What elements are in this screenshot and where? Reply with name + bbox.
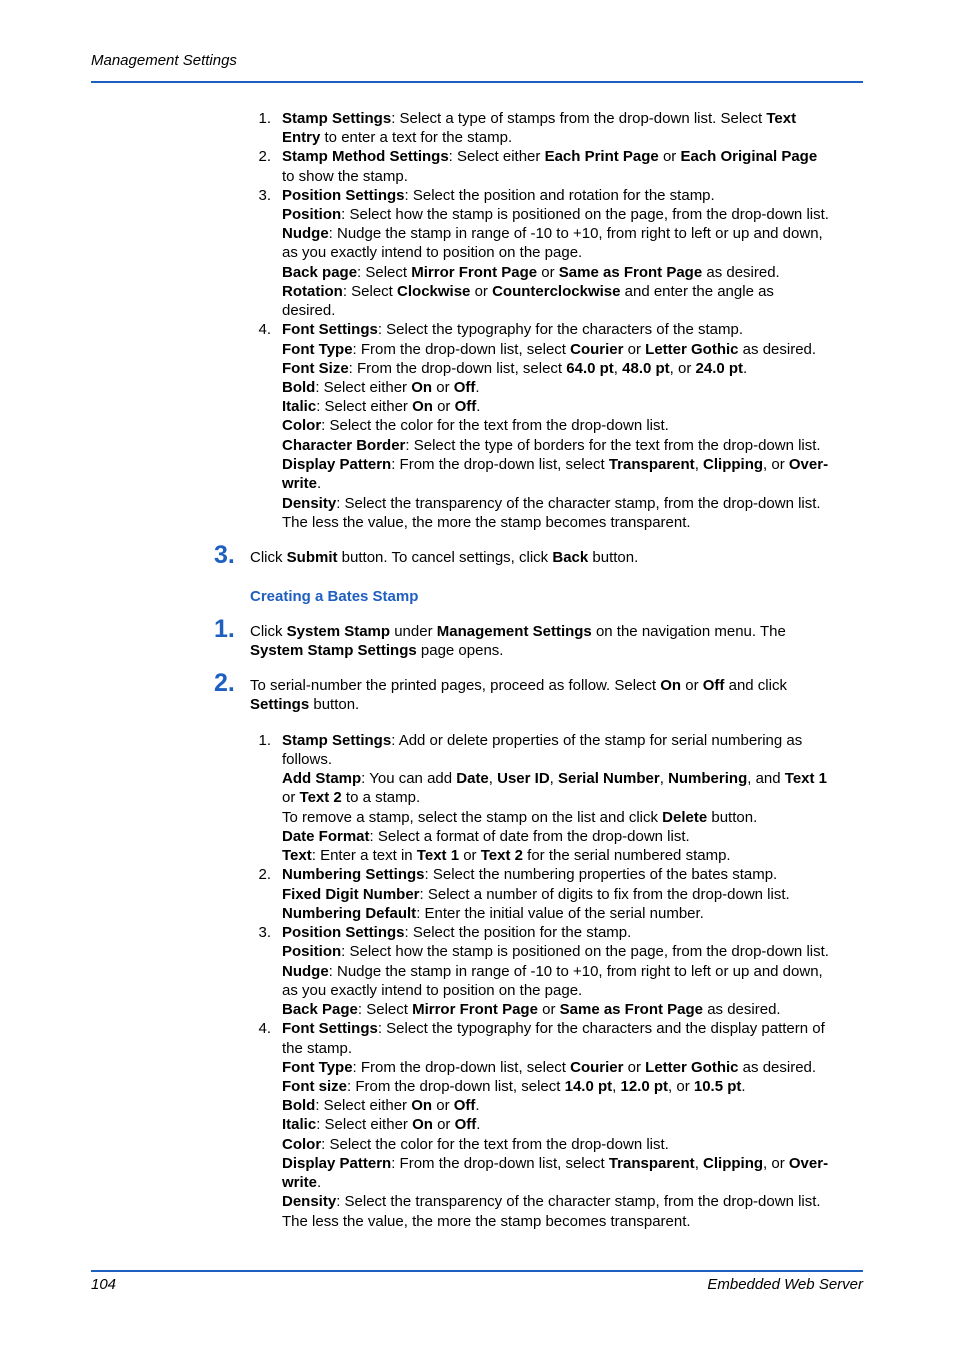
text-line: Numbering Default: Enter the initial value of the serial number.: [282, 905, 704, 922]
text-line: Numbering Settings: Select the numbering properties of the bates stamp.: [282, 866, 778, 883]
step-number: 2.: [214, 669, 235, 697]
text-line: Settings button.: [250, 696, 360, 713]
text-line: Click System Stamp under Management Settings on the navigation menu. The: [250, 623, 786, 640]
text-line: Color: Select the color for the text from the drop-down list.: [282, 1136, 669, 1153]
step-number: 3.: [214, 541, 235, 569]
text-line: Font size: From the drop-down list, select 14.0 pt, 12.0 pt, or 10.5 pt.: [282, 1078, 746, 1095]
text-line: Bold: Select either On or Off.: [282, 1097, 480, 1114]
text-line: Color: Select the color for the text from the drop-down list.: [282, 417, 669, 434]
footer-rule: [91, 1270, 863, 1272]
text-line: Italic: Select either On or Off.: [282, 398, 481, 415]
text-line: Bold: Select either On or Off.: [282, 379, 480, 396]
text-line: Position: Select how the stamp is positioned on the page, from the drop-down list.: [282, 206, 829, 223]
text-line: Entry to enter a text for the stamp.: [282, 129, 513, 146]
text-line: the stamp.: [282, 1040, 353, 1057]
text-line: Stamp Method Settings: Select either Each Print Page or Each Original Page: [282, 148, 818, 165]
text-line: Position Settings: Select the position and rotation for the stamp.: [282, 187, 715, 204]
list-number: 1.: [258, 110, 271, 127]
text-line: Density: Select the transparency of the character stamp, from the drop-down list.: [282, 495, 821, 512]
text-line: To serial-number the printed pages, proceed as follow. Select On or Off and click: [250, 677, 787, 694]
text-line: follows.: [282, 751, 333, 768]
text-line: to show the stamp.: [282, 168, 408, 185]
text-line: as you exactly intend to position on the page.: [282, 982, 583, 999]
page-number: 104: [91, 1276, 117, 1293]
text-line: Nudge: Nudge the stamp in range of -10 to +10, from right to left or up and down,: [282, 225, 823, 242]
text-line: Back page: Select Mirror Front Page or Same as Front Page as desired.: [282, 264, 780, 281]
text-line: Add Stamp: You can add Date, User ID, Serial Number, Numbering, and Text 1: [282, 770, 828, 787]
list-number: 2.: [258, 148, 271, 165]
text-line: Click Submit button. To cancel settings, click Back button.: [250, 549, 639, 566]
text-line: The less the value, the more the stamp becomes transparent.: [282, 1213, 691, 1230]
text-line: Italic: Select either On or Off.: [282, 1116, 481, 1133]
text-line: Text: Enter a text in Text 1 or Text 2 for the serial numbered stamp.: [282, 847, 731, 864]
text-line: System Stamp Settings page opens.: [250, 642, 504, 659]
text-line: as you exactly intend to position on the page.: [282, 244, 583, 261]
header-rule: [91, 81, 863, 83]
text-line: Density: Select the transparency of the character stamp, from the drop-down list.: [282, 1193, 821, 1210]
text-line: Display Pattern: From the drop-down list, select Transparent, Clipping, or Over-: [282, 1155, 829, 1172]
list-number: 1.: [258, 732, 271, 749]
document-title: Embedded Web Server: [707, 1276, 863, 1293]
list-number: 2.: [258, 866, 271, 883]
text-line: Font Settings: Select the typography for the characters and the display pattern of: [282, 1020, 825, 1037]
text-line: Position Settings: Select the position for the stamp.: [282, 924, 632, 941]
text-line: Date Format: Select a format of date from the drop-down list.: [282, 828, 690, 845]
text-line: The less the value, the more the stamp becomes transparent.: [282, 514, 691, 531]
text-line: or Text 2 to a stamp.: [282, 789, 421, 806]
text-line: Stamp Settings: Select a type of stamps from the drop-down list. Select Text: [282, 110, 797, 127]
text-line: Font Type: From the drop-down list, select Courier or Letter Gothic as desired.: [282, 341, 817, 358]
text-line: desired.: [282, 302, 336, 319]
list-number: 4.: [258, 321, 271, 338]
text-line: Display Pattern: From the drop-down list, select Transparent, Clipping, or Over-: [282, 456, 829, 473]
text-line: Font Size: From the drop-down list, select 64.0 pt, 48.0 pt, or 24.0 pt.: [282, 360, 748, 377]
text-line: Nudge: Nudge the stamp in range of -10 to +10, from right to left or up and down,: [282, 963, 823, 980]
running-header: Management Settings: [91, 52, 237, 69]
text-line: Fixed Digit Number: Select a number of digits to fix from the drop-down list.: [282, 886, 790, 903]
list-number: 4.: [258, 1020, 271, 1037]
step-number: 1.: [214, 615, 235, 643]
text-line: Position: Select how the stamp is positioned on the page, from the drop-down list.: [282, 943, 829, 960]
text-line: To remove a stamp, select the stamp on the list and click Delete button.: [282, 809, 758, 826]
text-line: Back Page: Select Mirror Front Page or Same as Front Page as desired.: [282, 1001, 781, 1018]
text-line: Font Settings: Select the typography for the characters of the stamp.: [282, 321, 744, 338]
text-line: Stamp Settings: Add or delete properties of the stamp for serial numbering as: [282, 732, 803, 749]
list-number: 3.: [258, 187, 271, 204]
text-line: Font Type: From the drop-down list, select Courier or Letter Gothic as desired.: [282, 1059, 817, 1076]
text-line: write.: [282, 475, 322, 492]
text-line: Character Border: Select the type of borders for the text from the drop-down list.: [282, 437, 821, 454]
text-line: write.: [282, 1174, 322, 1191]
text-line: Rotation: Select Clockwise or Counterclockwise and enter the angle as: [282, 283, 774, 300]
section-heading: Creating a Bates Stamp: [250, 588, 419, 605]
list-number: 3.: [258, 924, 271, 941]
